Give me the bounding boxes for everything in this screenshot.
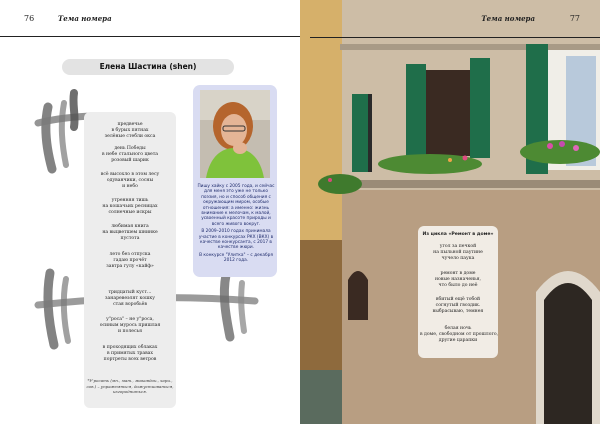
stanza-1: предвечье в бурых пятнах зелёные стебли окса: [104, 122, 156, 140]
stanza-5: любимая книга на выцветшем шнинке пустота: [102, 224, 158, 242]
right-stanza-4: белая ночь в доме, свободном от прошлого, другие царапки: [420, 326, 499, 344]
stanza-6: лето без отпуска гадаю прочёт завтра гулу «кайф»: [106, 252, 154, 270]
stanza-2: день Победы в небе стального цвета розовый шарик: [101, 146, 159, 164]
right-stanza-1: угол за печкой на пыльной паутине чучело паука: [433, 244, 483, 262]
section-title-left: Тема номера: [58, 14, 112, 23]
stanza-4: утренняя тишь на кошачьих ресницах солнечные искры: [102, 198, 158, 216]
page-number-left: 76: [24, 14, 35, 23]
footnote: *У'росать (мн., мат., жаковдок., хари., сов.) – упражняться, дожустиоваться, изгородниться.: [86, 378, 174, 394]
stanza-7: тридцатый куст… занаревеэлят кошку стая воробьёв: [105, 290, 155, 308]
section-title-right: Тема номера: [481, 14, 535, 23]
stanza-8: у"роса" – не у"роса, осиным мурось пришлая и полесья: [99, 317, 161, 335]
running-header-right: [310, 37, 600, 38]
page-number-right: 77: [569, 14, 580, 23]
stanza-9: в проходящих облаках в примятых травах портреты всех ветров: [102, 345, 158, 363]
author-name: Елена Шастина (shen): [62, 59, 234, 75]
right-stanza-3: вбитый ещё тобой согнутый гвоздик. выбрасываю, темнея: [432, 297, 484, 315]
author-portrait: [200, 90, 270, 178]
right-stanza-2: ремонт в доме новые назначенья, что было до неё: [434, 271, 482, 289]
stanza-3: всё высохло в этом лесу одуванчики, сосны и небо: [100, 172, 160, 190]
author-photo: [200, 90, 270, 178]
venice-building-photo: [300, 0, 600, 424]
right-page: [300, 0, 600, 424]
cycle-title: Из цикла «Ремонт в доме»: [422, 232, 494, 237]
running-header-left: [0, 9, 300, 37]
author-bio: Пишу хайку с 2005 года, и сейчас для меня это уже не только поэзия, но и способ общения с окружающим миром, особые отношения: а именно: жизнь внимание к мелочам, к малой, усвоенный красоте природы и всего живого вокруг. В 2009–2010 годах принимала участие в конкурсах РКХ (ВКХ) в качестве конкурсанта, с 2017 в качестве жюри. В конкурсе "Улитка" – с декабря 2012 года.: [197, 184, 275, 264]
